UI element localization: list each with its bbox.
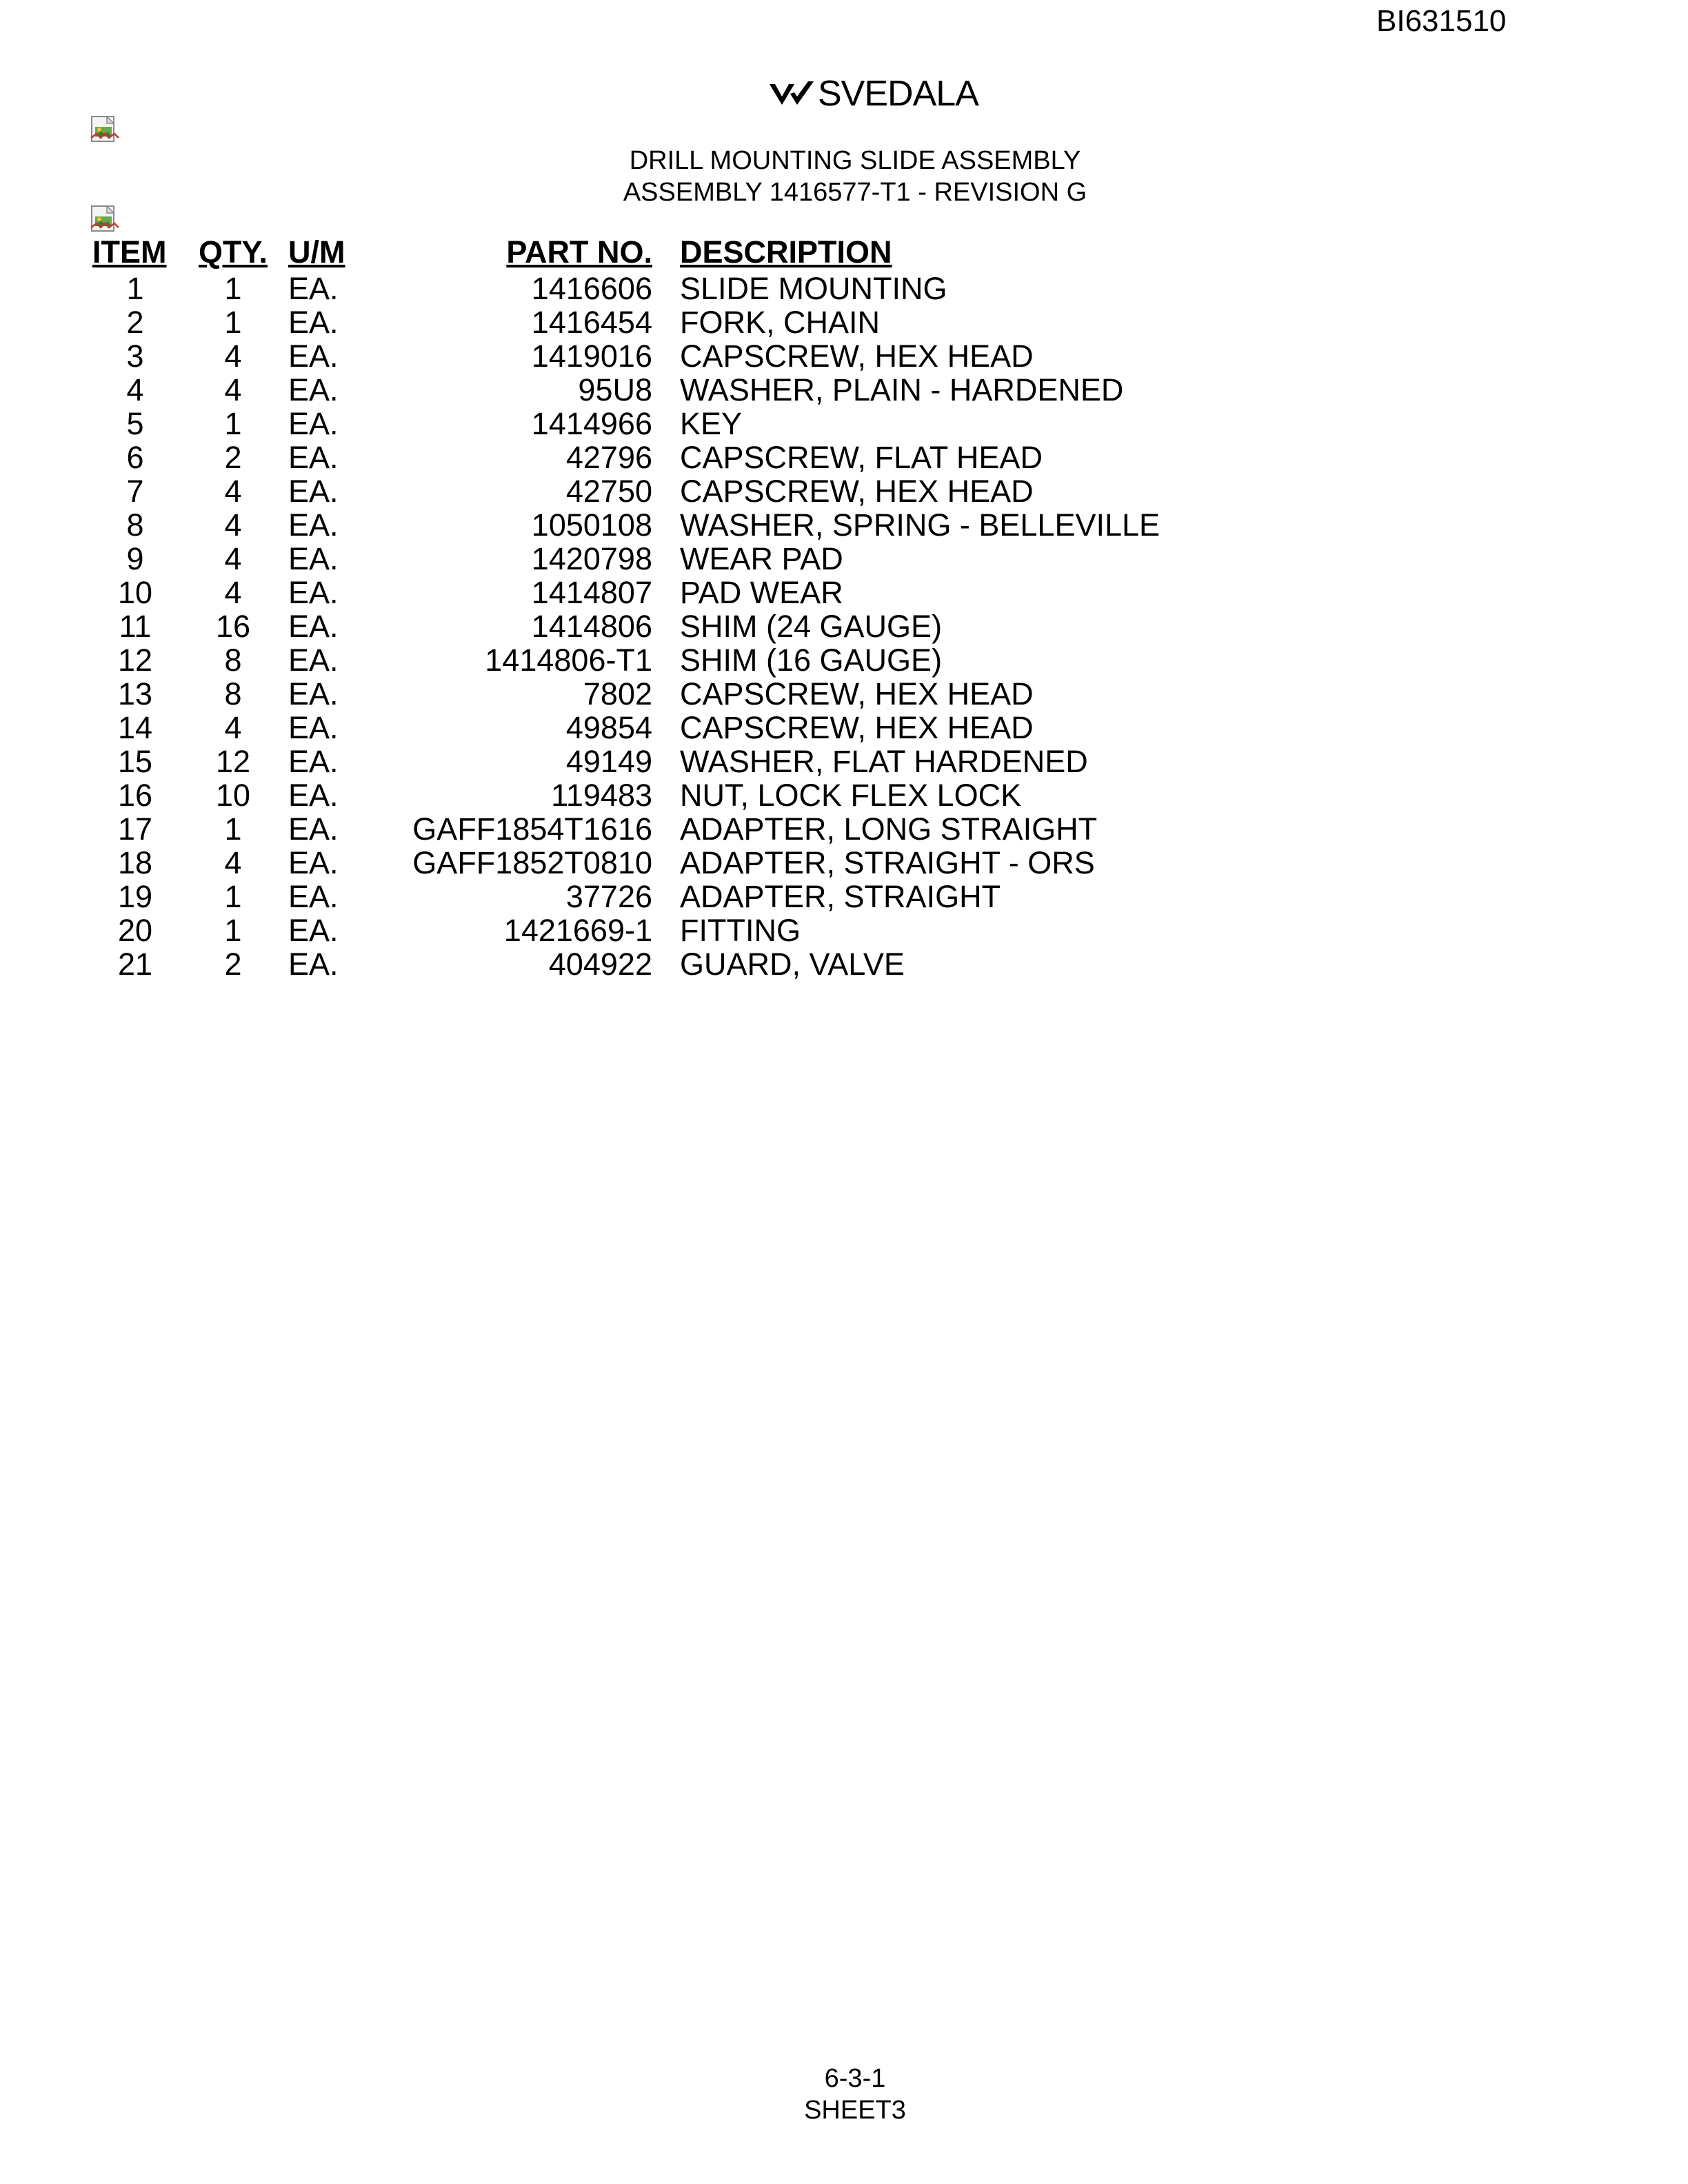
item-cell: 1: [126, 271, 144, 306]
um-cell: EA.: [288, 778, 339, 813]
table-row: [92, 373, 1160, 407]
part-no-cell: 1414806-T1: [485, 643, 652, 678]
part-no-cell: GAFF1852T0810: [412, 845, 652, 880]
table-row: [92, 407, 1160, 441]
qty-cell: 8: [224, 676, 242, 711]
um-cell: EA.: [288, 372, 339, 407]
item-cell: 20: [117, 913, 153, 948]
description-cell: SLIDE MOUNTING: [680, 271, 947, 306]
qty-cell: 4: [224, 338, 242, 374]
description-cell: KEY: [680, 406, 743, 441]
part-no-cell: 119483: [551, 778, 652, 813]
qty-cell: 1: [224, 811, 242, 847]
header-description: DESCRIPTION: [680, 234, 892, 270]
part-no-cell: 49854: [565, 710, 652, 745]
um-cell: EA.: [288, 575, 339, 610]
item-cell: 4: [126, 372, 144, 407]
table-row: [92, 812, 1160, 846]
item-cell: 17: [117, 811, 153, 847]
um-cell: EA.: [288, 947, 339, 982]
part-no-cell: 1414807: [531, 575, 652, 610]
description-cell: CAPSCREW, HEX HEAD: [680, 474, 1034, 509]
um-cell: EA.: [288, 440, 339, 475]
part-no-cell: 1416606: [531, 271, 652, 306]
qty-cell: 4: [224, 845, 242, 880]
page-number: 6-3-1: [824, 2064, 886, 2093]
description-cell: CAPSCREW, HEX HEAD: [680, 710, 1034, 745]
um-cell: EA.: [288, 406, 339, 441]
qty-cell: 1: [224, 406, 242, 441]
item-cell: 8: [126, 507, 144, 543]
part-no-cell: 37726: [565, 879, 652, 914]
table-row: [92, 474, 1160, 508]
qty-cell: 2: [224, 440, 242, 475]
table-row: [92, 745, 1160, 778]
table-row: [92, 542, 1160, 576]
um-cell: EA.: [288, 879, 339, 914]
item-cell: 2: [126, 305, 144, 340]
item-cell: 18: [117, 845, 153, 880]
svedala-logo-mark-icon: [767, 79, 816, 109]
broken-image-icon: [90, 114, 120, 145]
part-no-cell: 1419016: [531, 338, 652, 374]
um-cell: EA.: [288, 338, 339, 374]
description-cell: CAPSCREW, HEX HEAD: [680, 338, 1034, 374]
svedala-logo: [767, 76, 978, 112]
um-cell: EA.: [288, 913, 339, 948]
um-cell: EA.: [288, 507, 339, 543]
item-cell: 7: [126, 474, 144, 509]
description-cell: NUT, LOCK FLEX LOCK: [680, 778, 1022, 813]
table-row: [92, 677, 1160, 711]
qty-cell: 8: [224, 643, 242, 678]
description-cell: WASHER, PLAIN - HARDENED: [680, 372, 1124, 407]
parts-table-body: [92, 272, 1160, 981]
qty-cell: 4: [224, 507, 242, 543]
um-cell: EA.: [288, 811, 339, 847]
description-cell: GUARD, VALVE: [680, 947, 905, 982]
header-um: U/M: [288, 234, 345, 270]
um-cell: EA.: [288, 474, 339, 509]
table-row: [92, 576, 1160, 609]
item-cell: 15: [117, 744, 153, 779]
part-no-cell: 42796: [565, 440, 652, 475]
description-cell: SHIM (24 GAUGE): [680, 609, 943, 644]
page-footer: [0, 2063, 1688, 2126]
part-no-cell: 1420798: [531, 541, 652, 576]
description-cell: WEAR PAD: [680, 541, 843, 576]
part-no-cell: 1416454: [531, 305, 652, 340]
header-qty: QTY.: [198, 234, 268, 270]
description-cell: PAD WEAR: [680, 575, 843, 610]
table-row: [92, 778, 1160, 812]
table-row: [92, 947, 1160, 981]
doc-id: BI631510: [1376, 4, 1507, 38]
item-cell: 12: [117, 643, 153, 678]
um-cell: EA.: [288, 744, 339, 779]
logo-text: SVEDALA: [818, 74, 978, 114]
part-no-cell: 1414966: [531, 406, 652, 441]
um-cell: EA.: [288, 541, 339, 576]
table-row: [92, 880, 1160, 913]
qty-cell: 1: [224, 879, 242, 914]
qty-cell: 1: [224, 271, 242, 306]
table-row: [92, 643, 1160, 677]
table-row: [92, 913, 1160, 947]
table-row: [92, 441, 1160, 474]
header-item: ITEM: [92, 234, 167, 270]
sheet-label: SHEET3: [804, 2096, 906, 2125]
item-cell: 13: [117, 676, 153, 711]
part-no-cell: 1050108: [531, 507, 652, 543]
um-cell: EA.: [288, 271, 339, 306]
um-cell: EA.: [288, 609, 339, 644]
qty-cell: 10: [215, 778, 251, 813]
item-cell: 5: [126, 406, 144, 441]
table-row: [92, 609, 1160, 643]
table-row: [92, 272, 1160, 305]
parts-table-wrap: [92, 233, 1160, 981]
table-row: [92, 508, 1160, 542]
table-row: [92, 711, 1160, 745]
description-cell: ADAPTER, STRAIGHT - ORS: [680, 845, 1095, 880]
item-cell: 21: [117, 947, 153, 982]
um-cell: EA.: [288, 845, 339, 880]
qty-cell: 4: [224, 372, 242, 407]
qty-cell: 2: [224, 947, 242, 982]
table-row: [92, 846, 1160, 880]
item-cell: 9: [126, 541, 144, 576]
description-cell: ADAPTER, LONG STRAIGHT: [680, 811, 1098, 847]
table-row: [92, 305, 1160, 339]
broken-image-icon: [90, 204, 120, 234]
part-no-cell: 404922: [548, 947, 652, 982]
qty-cell: 4: [224, 474, 242, 509]
um-cell: EA.: [288, 710, 339, 745]
um-cell: EA.: [288, 305, 339, 340]
document-title-block: [0, 145, 1688, 208]
table-row: [92, 339, 1160, 373]
document-title: DRILL MOUNTING SLIDE ASSEMBLY: [629, 146, 1081, 175]
parts-table: [92, 233, 1160, 981]
description-cell: CAPSCREW, HEX HEAD: [680, 676, 1034, 711]
qty-cell: 12: [215, 744, 251, 779]
qty-cell: 1: [224, 305, 242, 340]
qty-cell: 1: [224, 913, 242, 948]
item-cell: 11: [119, 609, 152, 644]
description-cell: CAPSCREW, FLAT HEAD: [680, 440, 1043, 475]
qty-cell: 4: [224, 575, 242, 610]
table-header-row: [92, 233, 1160, 272]
document-subtitle: ASSEMBLY 1416577-T1 - REVISION G: [623, 178, 1087, 207]
qty-cell: 16: [215, 609, 251, 644]
part-no-cell: 1421669-1: [503, 913, 652, 948]
item-cell: 6: [126, 440, 144, 475]
item-cell: 19: [117, 879, 153, 914]
part-no-cell: 49149: [565, 744, 652, 779]
part-no-cell: GAFF1854T1616: [412, 811, 652, 847]
um-cell: EA.: [288, 643, 339, 678]
description-cell: FITTING: [680, 913, 801, 948]
description-cell: WASHER, SPRING - BELLEVILLE: [680, 507, 1160, 543]
part-no-cell: 7802: [583, 676, 652, 711]
description-cell: WASHER, FLAT HARDENED: [680, 744, 1088, 779]
part-no-cell: 1414806: [531, 609, 652, 644]
item-cell: 3: [126, 338, 144, 374]
part-no-cell: 42750: [565, 474, 652, 509]
part-no-cell: 95U8: [578, 372, 652, 407]
um-cell: EA.: [288, 676, 339, 711]
item-cell: 16: [117, 778, 153, 813]
description-cell: ADAPTER, STRAIGHT: [680, 879, 1001, 914]
description-cell: FORK, CHAIN: [680, 305, 881, 340]
qty-cell: 4: [224, 541, 242, 576]
description-cell: SHIM (16 GAUGE): [680, 643, 943, 678]
qty-cell: 4: [224, 710, 242, 745]
item-cell: 10: [117, 575, 153, 610]
item-cell: 14: [117, 710, 153, 745]
header-part-no: PART NO.: [506, 234, 652, 270]
